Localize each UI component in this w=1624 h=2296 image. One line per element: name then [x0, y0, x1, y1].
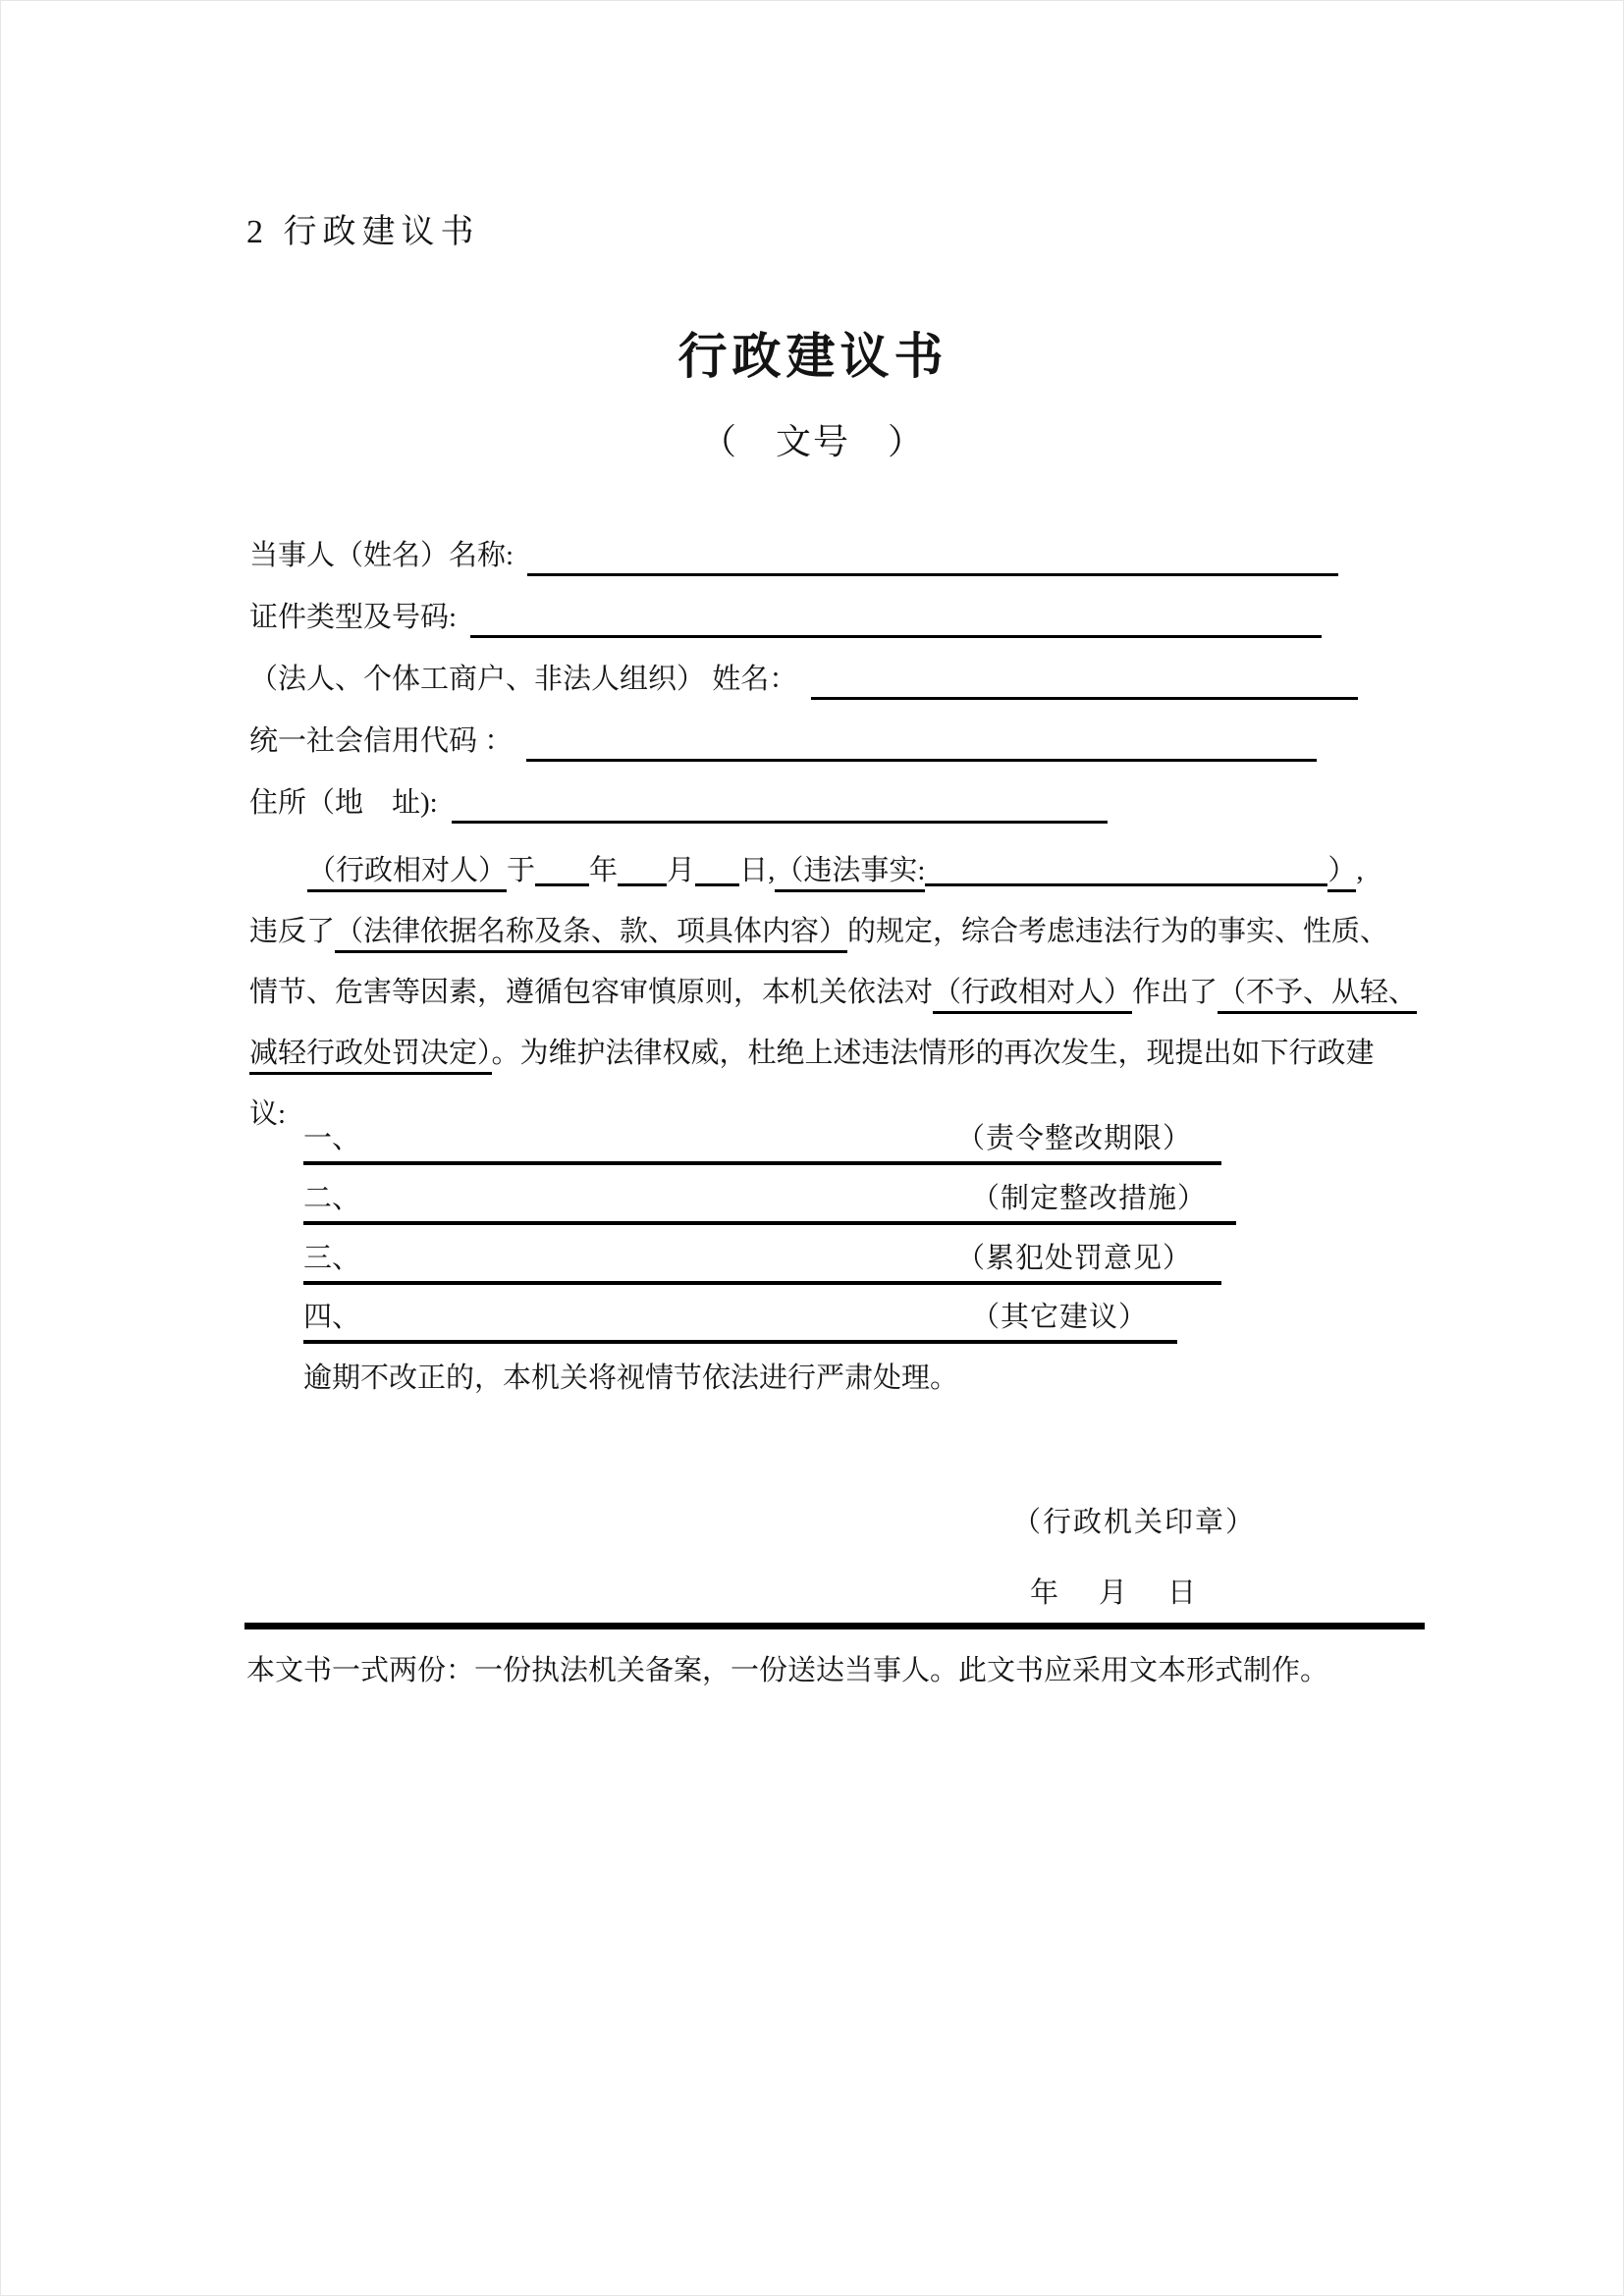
field-blank-legal-entity-name[interactable] [811, 649, 1358, 700]
body-paragraph [249, 840, 1428, 1145]
text-made: 作出了 [1132, 977, 1218, 1008]
text-provision: 的规定，综合考虑违法行为的事实、性质、 [847, 916, 1389, 947]
text-day: 日, [739, 855, 776, 886]
suggestion-item-3 [303, 1224, 1221, 1285]
text-month: 月 [667, 855, 696, 886]
text-factors: 情节、危害等因素，遵循包容审慎原则，本机关依法对 [249, 977, 934, 1008]
violation-fact-open: （违法事实: [775, 855, 925, 892]
field-label-legal-entity-name: （法人、个体工商户、非法人组织） 姓名： [249, 664, 798, 695]
decision-placeholder-close: 减轻行政处罚决定） [249, 1038, 492, 1075]
blank-violation-fact[interactable] [925, 850, 1327, 886]
item-hint-rectification-deadline: （责令整改期限） [955, 1123, 1192, 1154]
text-year: 年 [589, 855, 619, 886]
field-label-party-name: 当事人（姓名）名称: [249, 540, 514, 571]
agency-seal-placeholder: （行政机关印章） [1012, 1507, 1257, 1538]
field-row-id-type-number [249, 587, 1409, 649]
doc-number-line: （ 文号 ） [700, 422, 925, 461]
field-row-party-name [249, 525, 1409, 587]
item-number-3: 三、 [303, 1243, 361, 1274]
blank-day[interactable] [695, 850, 739, 886]
field-row-legal-entity-name [249, 649, 1409, 711]
paragraph-line-3 [249, 962, 1428, 1023]
field-blank-id-type-number[interactable] [470, 587, 1322, 638]
document-title: 行政建议书 [677, 329, 948, 384]
legal-basis-placeholder: （法律依据名称及条、款、项具体内容） [335, 916, 847, 953]
paragraph-line-1 [249, 840, 1428, 901]
field-blank-party-name[interactable] [527, 525, 1338, 576]
field-label-id-type-number: 证件类型及号码: [249, 602, 458, 633]
party-placeholder: （行政相对人） [307, 855, 507, 892]
paragraph-line-2 [249, 901, 1428, 962]
item-number-2: 二、 [303, 1183, 361, 1214]
suggestion-item-4 [303, 1283, 1177, 1344]
item-hint-other-suggestions: （其它建议） [970, 1302, 1148, 1333]
suggestion-item-1 [303, 1104, 1221, 1165]
date-line: 年 月 日 [1030, 1577, 1203, 1609]
field-row-credit-code [249, 711, 1409, 773]
text-violated: 违反了 [249, 916, 336, 947]
suggestion-item-2 [303, 1164, 1236, 1225]
text-yu: 于 [507, 855, 536, 886]
paragraph-line-4 [249, 1023, 1428, 1084]
item-number-1: 一、 [303, 1123, 361, 1154]
field-label-address: 住所（地 址): [249, 787, 438, 819]
party-placeholder-2: （行政相对人） [933, 977, 1132, 1014]
blank-month[interactable] [618, 850, 667, 886]
paragraph-line-5: 议: [249, 1098, 287, 1130]
overdue-warning-text: 逾期不改正的，本机关将视情节依法进行严肃处理。 [303, 1362, 959, 1394]
item-hint-rectification-measures: （制定整改措施） [970, 1183, 1207, 1214]
footer-divider-rule [244, 1623, 1425, 1629]
text-comma: , [1356, 855, 1364, 886]
item-number-4: 四、 [303, 1302, 361, 1333]
footnote-text: 本文书一式两份：一份执法机关备案，一份送达当事人。此文书应采用文本形式制作。 [246, 1655, 1329, 1686]
section-heading: 2 行政建议书 [246, 214, 480, 250]
field-blank-address[interactable] [452, 773, 1108, 824]
violation-fact-close: ） [1327, 855, 1356, 892]
blank-year[interactable] [535, 850, 589, 886]
field-label-credit-code: 统一社会信用代码 ： [249, 725, 514, 757]
party-info-fields [249, 525, 1409, 834]
field-row-address [249, 773, 1409, 834]
decision-placeholder-open: （不予、从轻、 [1218, 977, 1417, 1014]
field-blank-credit-code[interactable] [526, 711, 1317, 762]
text-purpose: 。为维护法律权威，杜绝上述违法情形的再次发生，现提出如下行政建 [491, 1038, 1375, 1069]
item-hint-repeat-offense-opinion: （累犯处罚意见） [955, 1243, 1192, 1274]
